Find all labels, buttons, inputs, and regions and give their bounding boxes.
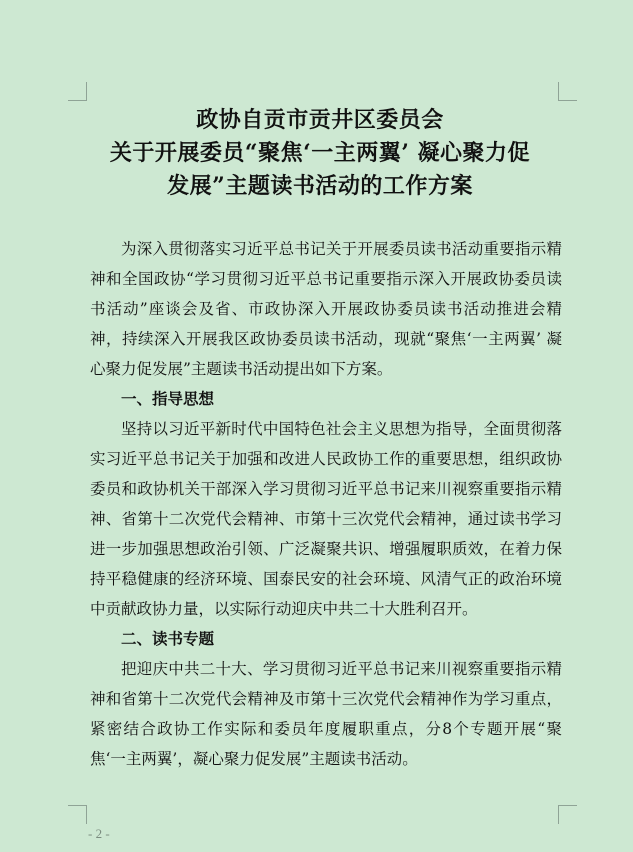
- section-paragraph-2: 把迎庆中共二十大、学习贯彻习近平总书记来川视察重要指示精神和省第十二次党代会精神及市第十三次党代会精神作为学习重点，紧密结合政协工作实际和委员年度履职重点，分8个专题开展“聚焦‘一主两翼’，凝心聚力促发展”主题读书活动。: [90, 660, 562, 768]
- document-title: [70, 104, 570, 203]
- title-line-3: 发展”主题读书活动的工作方案: [167, 173, 473, 199]
- document-body: [90, 234, 562, 774]
- crop-mark-bottom-left: [68, 805, 87, 824]
- section-paragraph-1: 坚持以习近平新时代中国特色社会主义思想为指导，全面贯彻落实习近平总书记关于加强和改进人民政协工作的重要思想，组织政协委员和政协机关干部深入学习贯彻习近平总书记来川视察重要指示精神、省第十二次党代会精神、市第十三次党代会精神，通过读书学习进一步加强思想政治引领、广泛凝聚共识、增强履职质效，在着力保持平稳健康的经济环境、国泰民安的社会环境、风清气正的政治环境中贡献政协力量，以实际行动迎庆中共二十大胜利召开。: [90, 420, 562, 618]
- page-number: - 2 -: [88, 826, 110, 841]
- crop-mark-bottom-right: [558, 805, 577, 824]
- section-heading-1: 一、指导思想: [121, 390, 215, 408]
- crop-mark-top-right: [558, 82, 577, 101]
- crop-mark-top-left: [68, 82, 87, 101]
- section-heading-2: 二、读书专题: [121, 630, 215, 648]
- title-line-1: 政协自贡市贡井区委员会: [196, 107, 444, 133]
- intro-paragraph: 为深入贯彻落实习近平总书记关于开展委员读书活动重要指示精神和全国政协“学习贯彻习近平总书记重要指示深入开展政协委员读书活动”座谈会及省、市政协深入开展政协委员读书活动推进会精神，持续深入开展我区政协委员读书活动，现就“聚焦‘一主两翼’ 凝心聚力促发展”主题读书活动提出如下方案。: [90, 240, 562, 378]
- title-line-2: 关于开展委员“聚焦‘一主两翼’ 凝心聚力促: [109, 140, 531, 166]
